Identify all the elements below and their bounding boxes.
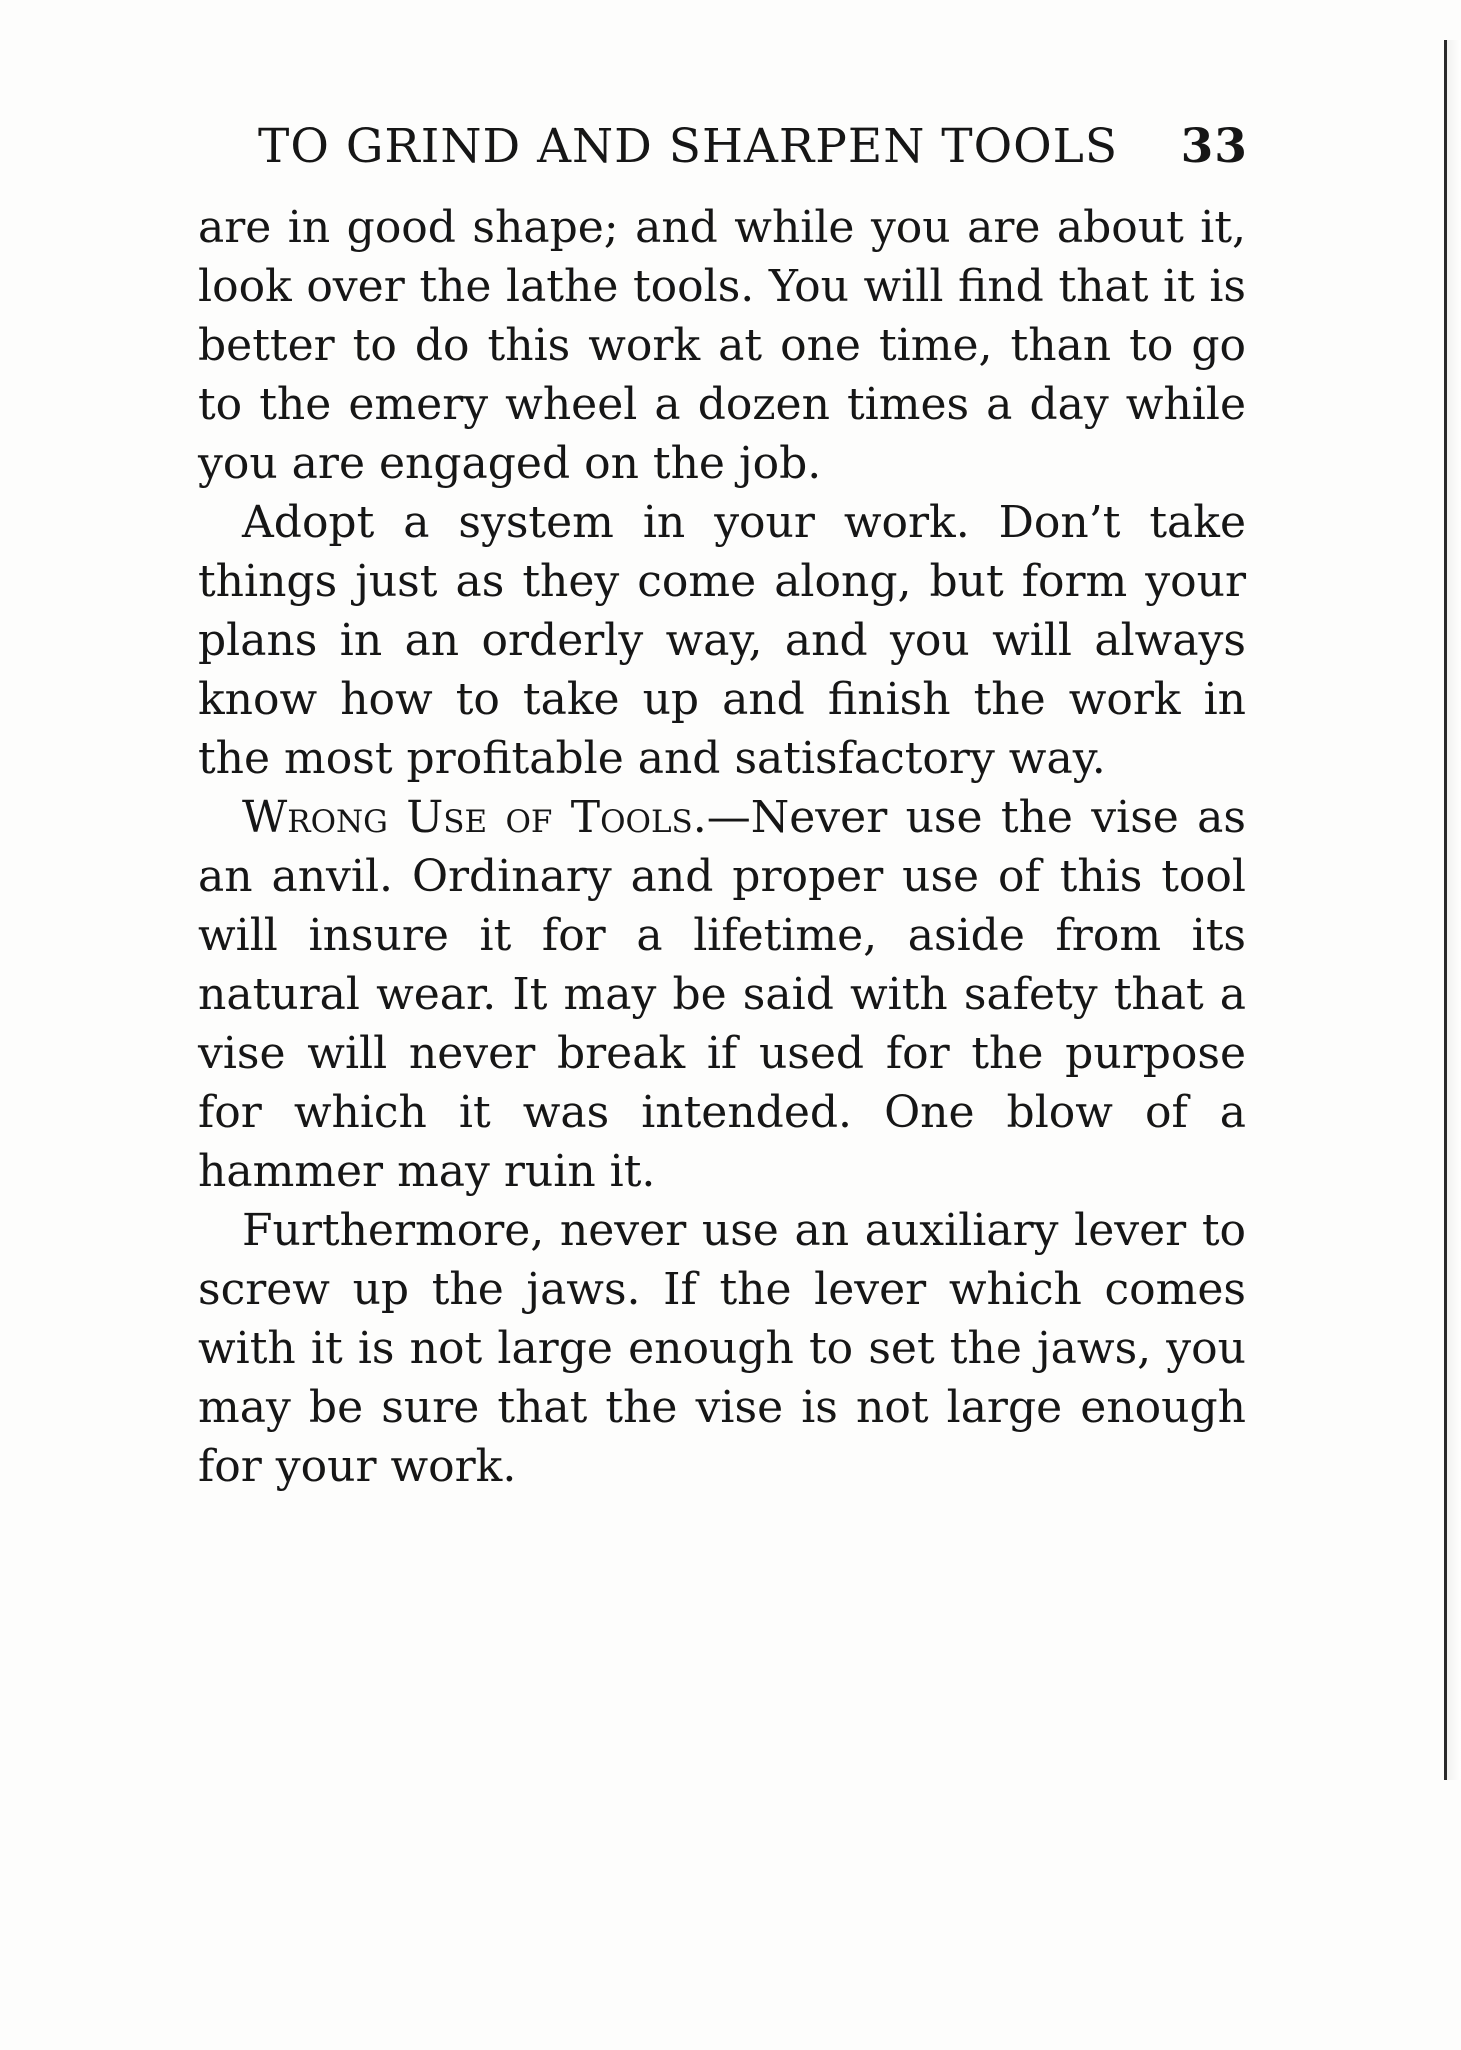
section-heading: Wrong Use of Tools. <box>242 792 707 843</box>
body-text <box>198 198 1246 1496</box>
paragraph-continued: are in good shape; and while you are about it, look over the lathe tools. You will find that it is better to do this work at one time, than to go to the emery wheel a dozen times a day while you are engaged on the job. <box>198 202 1246 489</box>
page-edge-shadow <box>1447 40 1461 1780</box>
paragraph-wrong-use <box>198 788 1246 1201</box>
running-header <box>258 112 1248 182</box>
paragraph-furthermore: Furthermore, never use an auxiliary lever to screw up the jaws. If the lever which comes with it is not large enough to set the jaws, you may be sure that the vise is not large enough for your work. <box>198 1205 1246 1492</box>
page-edge-line <box>1444 40 1447 1780</box>
running-header-title: TO GRIND AND SHARPEN TOOLS <box>258 119 1119 174</box>
paragraph-system: Adopt a system in your work. Don’t take things just as they come along, but form your plans in an orderly way, and you will always know how to take up and finish the work in the most profitable and satisfactory way. <box>198 497 1246 784</box>
page-number: 33 <box>1180 119 1248 174</box>
paragraph-wrong-use-body: —Never use the vise as an anvil. Ordinary and proper use of this tool will insure it for a lifetime, aside from its natural wear. It may be said with safety that a vise will never break if used for the purpose for which it was intended. One blow of a hammer may ruin it. <box>198 792 1246 1197</box>
